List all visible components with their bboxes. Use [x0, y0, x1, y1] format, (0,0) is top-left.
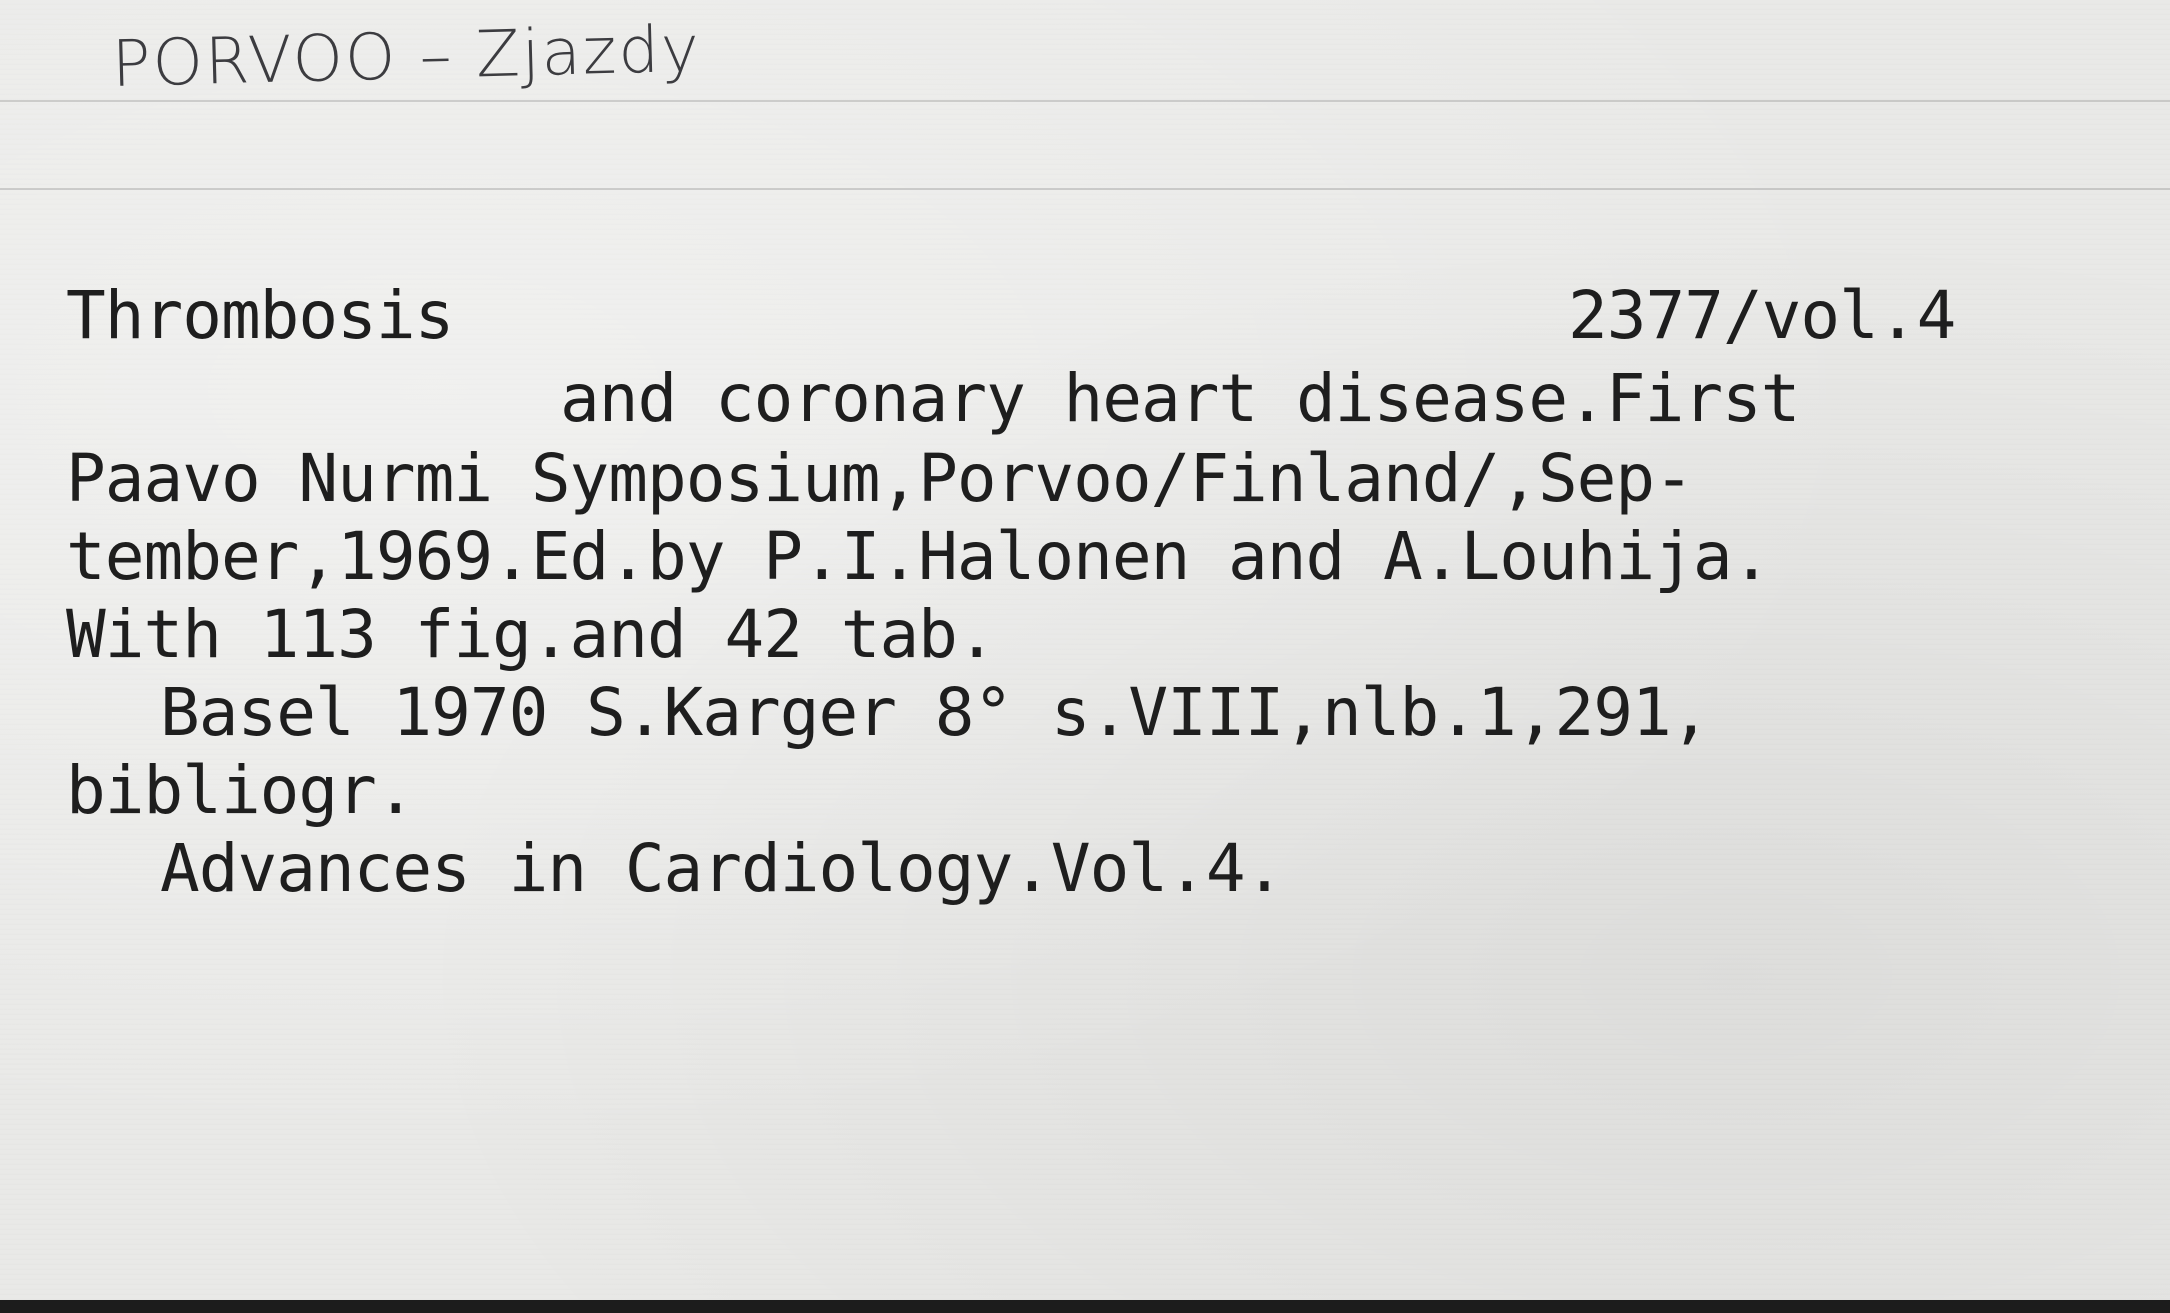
series-line: Advances in Cardiology.Vol.4. [160, 830, 1284, 907]
card-ruled-line [0, 188, 2170, 190]
entry-title: Thrombosis [66, 277, 454, 354]
handwritten-heading: PORVOO – Zjazdy [111, 12, 702, 102]
card-ruled-line [0, 100, 2170, 102]
entry-line: tember,1969.Ed.by P.I.Halonen and A.Louhija. [66, 518, 1771, 595]
entry-line: Paavo Nurmi Symposium,Porvoo/Finland/,Sep- [66, 440, 1693, 517]
entry-line: With 113 fig.and 42 tab. [66, 596, 996, 673]
imprint-line: Basel 1970 S.Karger 8° s.VIII,nlb.1,291, [160, 674, 1710, 751]
scan-border [0, 1300, 2170, 1313]
entry-line: bibliogr. [66, 752, 415, 829]
call-number: 2377/vol.4 [1568, 277, 1956, 354]
entry-line: and coronary heart disease.First [560, 360, 1800, 437]
